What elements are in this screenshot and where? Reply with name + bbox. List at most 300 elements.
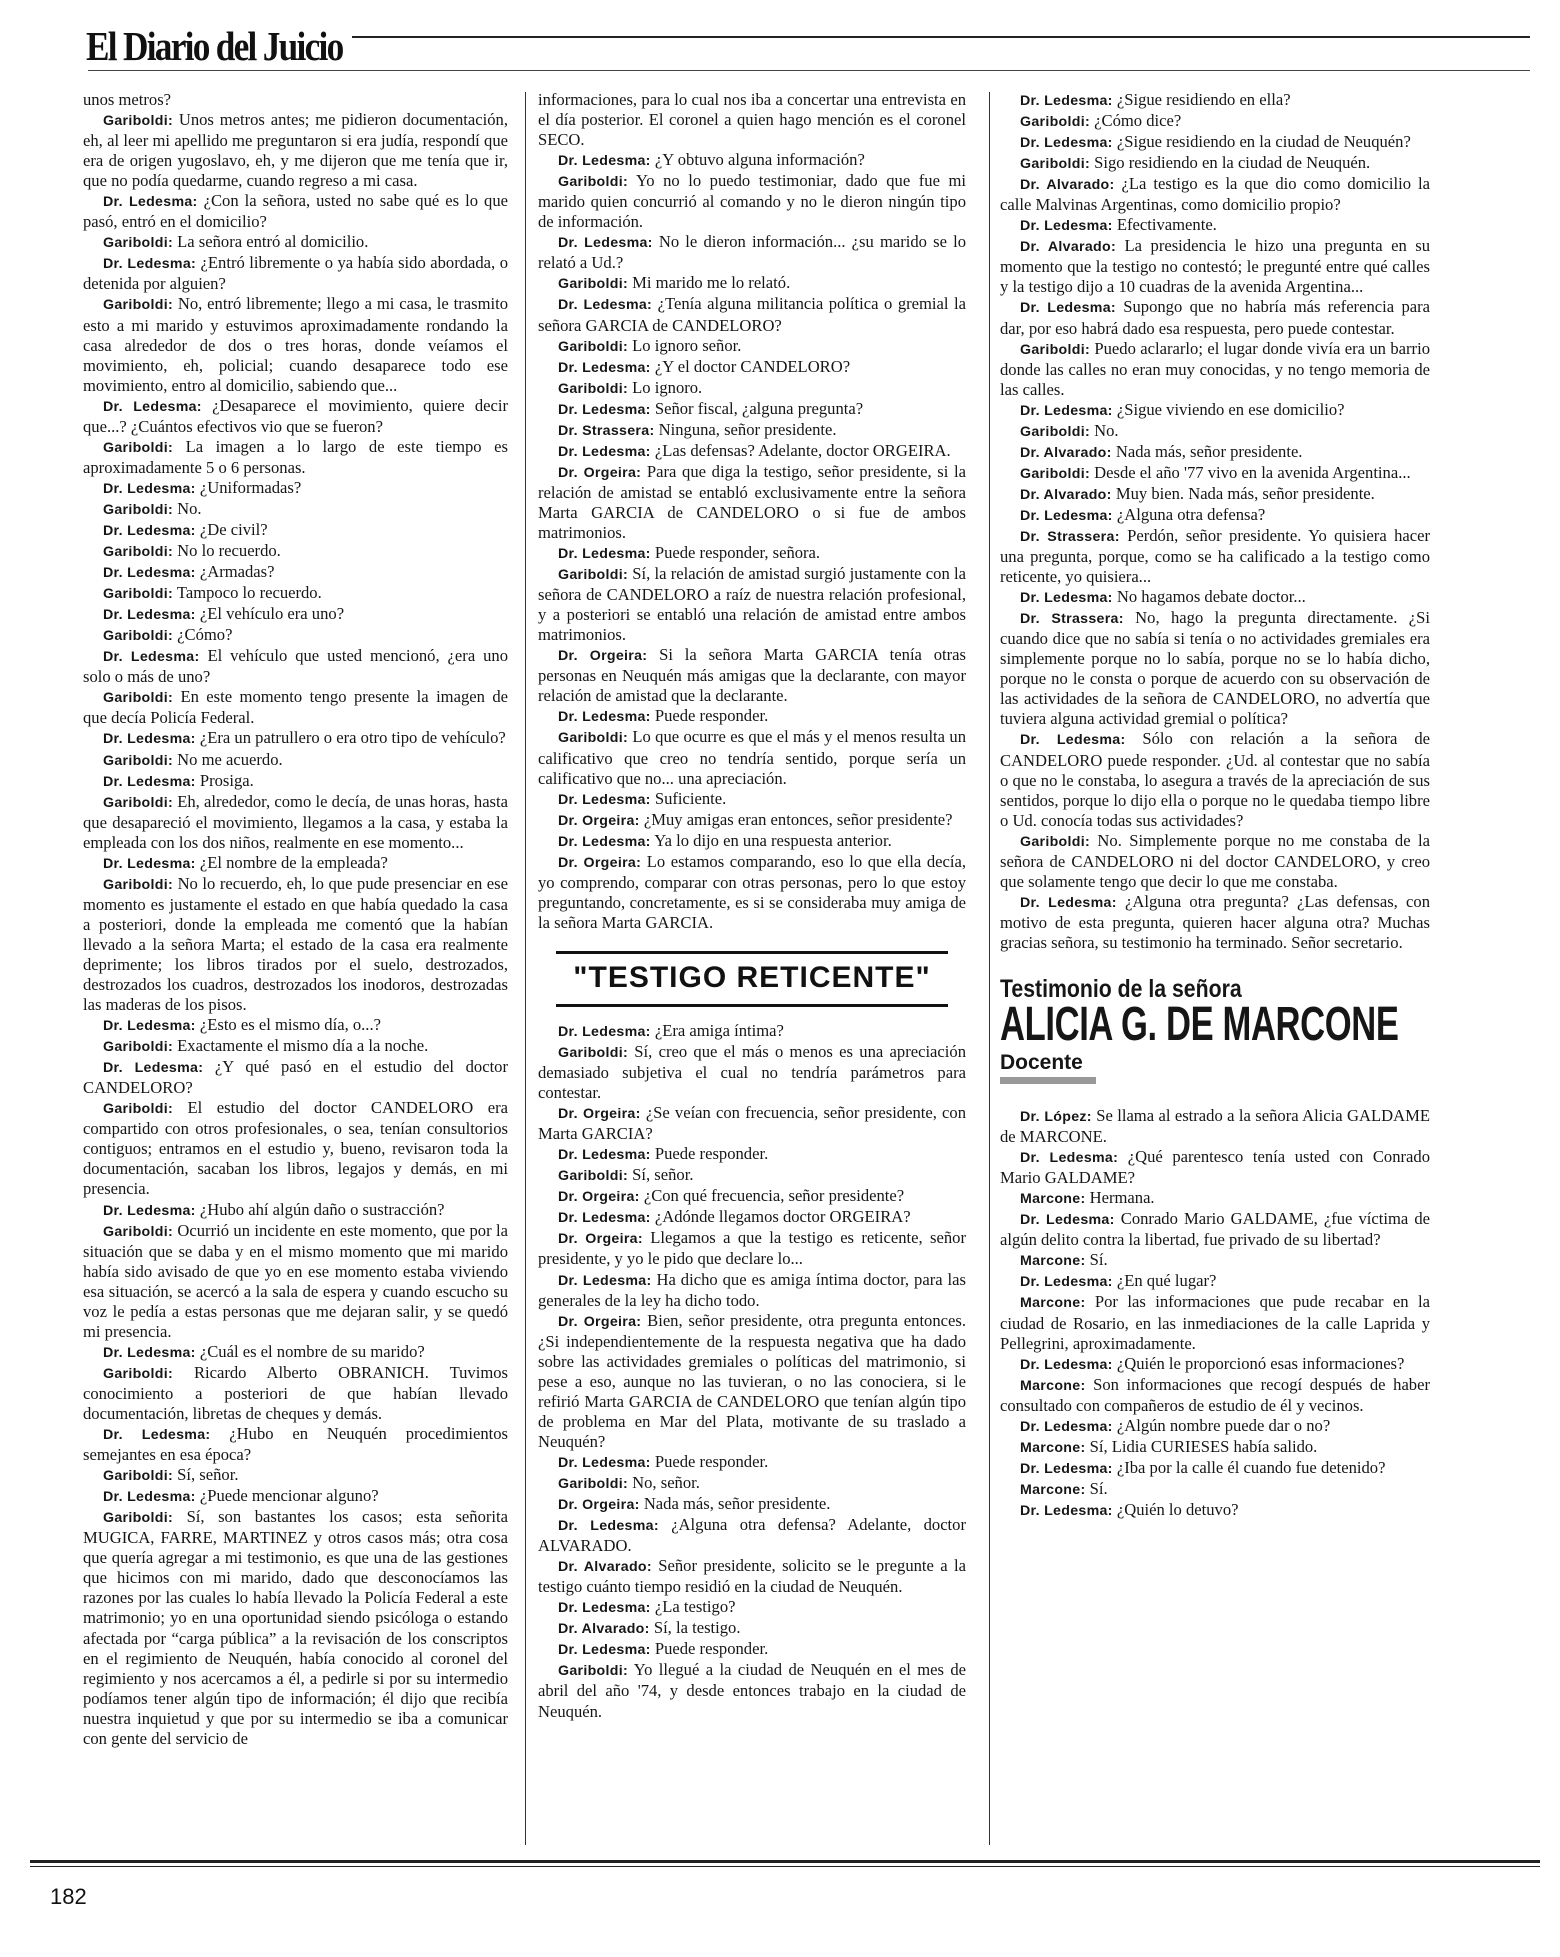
speaker-label: Dr. Ledesma: [558,1272,652,1289]
dialogue-paragraph [1000,111,1430,132]
dialogue-paragraph [1000,526,1430,587]
dialogue-text: No lo recuerdo. [177,541,281,561]
speaker-label: Dr. Ledesma: [558,709,651,726]
transcript-block [538,1021,966,1722]
dialogue-text: Exactamente el mismo día a la noche. [177,1036,429,1056]
dialogue-text: Puede responder. [654,1144,769,1164]
speaker-label: Gariboldi: [558,730,628,747]
dialogue-paragraph [1000,1437,1430,1458]
speaker-label: Dr. Ledesma: [558,1147,651,1164]
dialogue-paragraph [83,1424,508,1465]
dialogue-paragraph [538,171,966,232]
box-rule-top [556,951,948,954]
dialogue-paragraph [83,646,508,687]
dialogue-paragraph [83,520,508,541]
dialogue-text: ¿Con la señora, usted no sabe qué es lo que pasó, entró en el domicilio? [83,191,509,232]
dialogue-text: ¿La testigo es la que dio como domicilio la calle Malvinas Argentinas, como domicilio propio? [1000,174,1430,215]
dialogue-paragraph [1000,1209,1430,1250]
dialogue-paragraph [83,728,508,749]
speaker-label: Dr. Ledesma: [558,546,651,563]
dialogue-text: Sí, Lidia CURIESES había salido. [1089,1436,1318,1456]
dialogue-paragraph [538,1452,966,1473]
speaker-label: Gariboldi: [103,1365,173,1382]
dialogue-text: Puede responder. [654,706,769,726]
speaker-label: Gariboldi: [103,752,173,769]
speaker-label: Dr. Alvarado: [1020,239,1117,256]
speaker-label: Gariboldi: [103,794,173,811]
dialogue-text: Desde el año '77 vivo en la avenida Argentina... [1094,462,1411,482]
masthead: El Diario del Juicio [86,23,343,69]
dialogue-text: En este momento tengo presente la imagen de que decía Policía Federal. [83,687,508,728]
dialogue-text: Ninguna, señor presidente. [658,419,837,439]
box-title: "TESTIGO RETICENTE" [573,960,931,994]
dialogue-paragraph [1000,831,1430,892]
dialogue-paragraph [83,478,508,499]
speaker-label: Gariboldi: [103,235,173,252]
speaker-label: Gariboldi: [103,1039,173,1056]
dialogue-paragraph [538,1228,966,1269]
dialogue-paragraph [538,232,966,273]
dialogue-paragraph [538,1597,966,1618]
speaker-label: Dr. Strassera: [1020,528,1120,545]
dialogue-text: ¿En qué lugar? [1116,1271,1217,1291]
dialogue-text: Sí, creo que el más o menos es una apreciación demasiado subjetiva el cual no tendría parámetros para contestar. [538,1042,966,1103]
speaker-label: Dr. Ledesma: [558,443,651,460]
dialogue-paragraph [538,1311,966,1452]
dialogue-paragraph [538,1144,966,1165]
dialogue-text: ¿Era un patrullero o era otro tipo de vehículo? [199,728,506,748]
dialogue-text: ¿Las defensas? Adelante, doctor ORGEIRA. [654,440,951,460]
dialogue-paragraph [538,1165,966,1186]
dialogue-paragraph [538,1639,966,1660]
dialogue-paragraph [1000,297,1430,338]
dialogue-text: ¿Muy amigas eran entonces, señor presidente? [643,809,953,829]
dialogue-text: ¿Alguna otra defensa? [1116,504,1266,524]
dialogue-text: No. [1094,420,1119,440]
dialogue-paragraph [538,645,966,706]
dialogue-paragraph [1000,400,1430,421]
dialogue-text: ¿La testigo? [654,1597,736,1617]
witness-name: ALICIA G. DE MARCONE [1000,998,1399,1052]
dialogue-text: Sí. [1089,1478,1108,1498]
dialogue-text: Perdón, señor presidente. Yo quisiera hacer una pregunta, porque, como se ha calificado a la testigo como reticente, yo quisiera... [1000,525,1430,587]
speaker-label: Dr. Ledesma: [1020,1150,1119,1167]
dialogue-text: ¿Armadas? [199,562,275,582]
dialogue-paragraph [538,1618,966,1639]
speaker-label: Marcone: [1020,1253,1086,1270]
dialogue-paragraph [538,1515,966,1556]
speaker-label: Gariboldi: [103,1223,173,1240]
speaker-label: Dr. Ledesma: [103,731,196,748]
dialogue-text: Ha dicho que es amiga íntima doctor, para las generales de la ley ha dicho todo. [538,1269,966,1310]
speaker-label: Gariboldi: [558,567,628,584]
dialogue-text: Por las informaciones que pude recabar en la ciudad de Rosario, en las inmediaciones de la calle Laprida y Pellegrini, aproximadamente. [1000,1292,1430,1353]
dialogue-paragraph [1000,1292,1430,1353]
transcript-block [1000,90,1430,953]
transcript-block [1000,1106,1430,1521]
dialogue-paragraph [1000,132,1430,153]
dialogue-text: ¿Esto es el mismo día, o...? [199,1015,381,1035]
speaker-label: Dr. Ledesma: [103,522,196,539]
dialogue-paragraph [538,420,966,441]
speaker-label: Dr. Ledesma: [558,235,653,252]
dialogue-paragraph [1000,1479,1430,1500]
dialogue-paragraph [1000,1500,1430,1521]
transcript-block [538,90,966,933]
transcript-block [83,90,508,1749]
speaker-label: Marcone: [1020,1295,1086,1312]
speaker-label: Dr. Alvarado: [1020,486,1112,503]
dialogue-text: No lo recuerdo, eh, lo que pude presenciar en ese momento es justamente el estado en que había quedado la casa a posteriori, donde la empleada me comentó que la habían llevado a la señora Marta; el estado de la casa era realmente deprimente; los libros tirados por el suelo, destrozados, destrozados los cuadros, destrozados los inodoros, destrozadas las maderas de los pisos. [83,873,508,1015]
dialogue-paragraph [1000,90,1430,111]
dialogue-text: informaciones, para lo cual nos iba a concertar una entrevista en el día posterior. El coronel a quien hago mención es el coronel SECO. [538,90,966,150]
speaker-label: Dr. Ledesma: [558,791,651,808]
dialogue-paragraph [83,396,508,437]
speaker-label: Gariboldi: [103,501,173,518]
dialogue-paragraph [1000,1354,1430,1375]
dialogue-paragraph [1000,463,1430,484]
dialogue-paragraph [83,687,508,728]
dialogue-paragraph [538,294,966,335]
dialogue-text: Efectivamente. [1116,215,1217,235]
dialogue-paragraph [538,150,966,171]
speaker-label: Dr. Ledesma: [558,153,651,170]
dialogue-text: La señora entró al domicilio. [177,232,369,252]
speaker-label: Gariboldi: [103,1510,173,1527]
speaker-label: Dr. Ledesma: [1020,1502,1113,1519]
speaker-label: Dr. Ledesma: [558,1518,659,1535]
dialogue-text: El estudio del doctor CANDELORO era compartido con otros profesionales, o sea, tenían consultorios contiguos; entramos en el estudio y, bueno, revisaron toda la documentación, sacaban los libros, legajos y demás, en mi presencia. [83,1098,508,1199]
dialogue-text: Conrado Mario GALDAME, ¿fue víctima de algún delito contra la libertad, fue privado de su libertad? [1000,1209,1431,1250]
dialogue-paragraph [538,90,966,150]
testimony-subtitle: Testimonio de la señora [1000,974,1242,1003]
section-box [538,951,966,1007]
dialogue-paragraph [538,789,966,810]
speaker-label: Dr. Alvarado: [1020,444,1112,461]
dialogue-text: Lo estamos comparando, eso lo que ella decía, yo comprendo, comparar con otras personas, pero lo que estoy preguntando, concretamente, es si se consideraba muy amiga de la señora Marta GARCIA. [538,851,966,932]
dialogue-paragraph [538,462,966,543]
speaker-label: Dr. Ledesma: [103,256,197,273]
speaker-label: Marcone: [1020,1481,1086,1498]
dialogue-paragraph [538,543,966,564]
dialogue-text: ¿Era amiga íntima? [654,1020,784,1040]
dialogue-paragraph [1000,1188,1430,1209]
speaker-label: Gariboldi: [103,297,173,314]
dialogue-text: ¿Se veían con frecuencia, señor presidente, con Marta GARCIA? [538,1103,966,1144]
dialogue-text: ¿Cómo dice? [1094,111,1182,131]
dialogue-paragraph [538,727,966,788]
dialogue-paragraph [538,357,966,378]
dialogue-paragraph [1000,608,1430,729]
speaker-label: Dr. Ledesma: [558,401,651,418]
dialogue-text: ¿Hubo ahí algún daño o sustracción? [199,1199,445,1219]
dialogue-text: La presidencia le hizo una pregunta en su momento que la testigo no contestó; le pregunté entre qué calles y la testigo dijo a 10 cuadras de la avenida Argentina... [1000,236,1430,297]
speaker-label: Dr. Ledesma: [558,1600,651,1617]
dialogue-text: Llegamos a que la testigo es reticente, señor presidente, y yo le pido que declare lo... [538,1228,966,1269]
dialogue-paragraph [83,853,508,874]
speaker-label: Dr. Orgeira: [558,1313,642,1330]
dialogue-text: Puede responder. [654,1639,769,1659]
dialogue-text: ¿Uniformadas? [199,477,302,497]
dialogue-paragraph [83,1200,508,1221]
dialogue-text: ¿Alguna otra defensa? Adelante, doctor ALVARADO. [538,1515,966,1556]
dialogue-paragraph [83,1363,508,1424]
speaker-label: Dr. Orgeira: [558,1497,640,1514]
dialogue-text: ¿Entró libremente o ya había sido abordada, o detenida por alguien? [83,253,508,294]
speaker-label: Gariboldi: [558,1663,628,1680]
speaker-label: Dr. Orgeira: [558,854,642,871]
dialogue-text: Señor presidente, solicito se le pregunte a la testigo cuánto tiempo residió en la ciudad de Neuquén. [538,1556,966,1597]
dialogue-text: Sí, señor. [632,1165,694,1185]
dialogue-paragraph [538,1103,966,1144]
speaker-label: Dr. Ledesma: [558,833,651,850]
heading-bar [1000,1077,1096,1084]
speaker-label: Dr. Ledesma: [558,1642,651,1659]
dialogue-paragraph [83,1221,508,1342]
dialogue-text: Sólo con relación a la señora de CANDELORO puede responder. ¿Ud. al contestar que no sabía o que no le constaba, lo asegura a través de la apreciación de sus sentidos, porque lo dijo ella o porque no le quedaba tiempo libre o Ud. conocía todas sus actividades? [1000,729,1431,830]
header-rule-thin [88,70,1530,71]
speaker-label: Marcone: [1020,1439,1086,1456]
dialogue-paragraph [538,852,966,933]
dialogue-text: Se llama al estrado a la señora Alicia GALDAME de MARCONE. [1000,1106,1430,1147]
dialogue-paragraph [1000,505,1430,526]
dialogue-text: Para que diga la testigo, señor presidente, si la relación de amistad se entabló exclusivamente entre la señora Marta GARCIA de CANDELORO o si fue de ambos matrimonios. [538,461,966,542]
speaker-label: Dr. Ledesma: [558,1023,651,1040]
dialogue-paragraph [538,1042,966,1103]
speaker-label: Dr. Strassera: [1020,611,1124,628]
dialogue-text: ¿Sigue residiendo en ella? [1116,90,1291,109]
dialogue-paragraph [538,1207,966,1228]
dialogue-paragraph [538,564,966,645]
dialogue-text: ¿De civil? [199,519,268,539]
header-rule [352,36,1530,38]
dialogue-paragraph [83,90,508,110]
dialogue-text: Puede responder, señora. [654,543,821,563]
speaker-label: Dr. Ledesma: [103,1060,204,1077]
dialogue-paragraph [83,499,508,520]
speaker-label: Gariboldi: [1020,341,1090,358]
dialogue-paragraph [83,253,508,294]
dialogue-paragraph [538,1021,966,1042]
speaker-label: Gariboldi: [103,586,173,603]
dialogue-paragraph [538,399,966,420]
dialogue-paragraph [1000,1106,1430,1147]
speaker-label: Gariboldi: [103,113,173,130]
dialogue-text: Sí, señor. [177,1465,239,1485]
speaker-label: Dr. Ledesma: [558,1454,651,1471]
speaker-label: Gariboldi: [103,1101,173,1118]
dialogue-text: No, entró libremente; llego a mi casa, le trasmito esto a mi marido y estuvimos aproximadamente rondando la casa alrededor de dos o tres horas, donde veíamos el movimiento, eh, policial; cuando desaparece todo ese movimiento, entro al domicilio, sabiendo que... [83,294,508,395]
box-rule-bottom [556,1004,948,1007]
speaker-label: Gariboldi: [558,1168,628,1185]
speaker-label: Gariboldi: [103,876,173,893]
dialogue-text: unos metros? [83,90,172,109]
dialogue-text: Puedo aclararlo; el lugar donde vivía era un barrio donde las calles no eran muy conocidas, y no tengo memoria de las calles. [1000,338,1430,399]
dialogue-text: ¿El vehículo era uno? [199,604,345,624]
column-3 [1000,90,1430,1521]
dialogue-paragraph [538,378,966,399]
dialogue-paragraph [1000,421,1430,442]
speaker-label: Dr. Ledesma: [1020,732,1126,749]
dialogue-text: Nada más, señor presidente. [643,1494,831,1514]
speaker-label: Dr. Ledesma: [103,1489,196,1506]
dialogue-paragraph [83,562,508,583]
speaker-label: Dr. Ledesma: [103,649,200,666]
dialogue-paragraph [83,1098,508,1199]
dialogue-paragraph [538,441,966,462]
dialogue-text: ¿Sigue viviendo en ese domicilio? [1116,399,1345,419]
speaker-label: Dr. Ledesma: [1020,218,1113,235]
speaker-label: Dr. Ledesma: [1020,1212,1115,1229]
dialogue-text: ¿Quién lo detuvo? [1116,1499,1239,1519]
dialogue-text: Yo no lo puedo testimoniar, dado que fue mi marido quien concurrió al comando y no le dieron ningún tipo de información. [538,171,966,232]
dialogue-text: Sí, la testigo. [653,1618,741,1638]
dialogue-text: La imagen a lo largo de este tiempo es aproximadamente 5 o 6 personas. [83,436,509,477]
speaker-label: Dr. Ledesma: [1020,135,1113,152]
speaker-label: Dr. Ledesma: [103,607,196,624]
dialogue-paragraph [1000,484,1430,505]
speaker-label: Dr. Ledesma: [103,398,202,415]
dialogue-text: Eh, alrededor, como le decía, de unas horas, hasta que desapareció el movimiento, llegamos a la casa, y estaba la empleada con los dos niños, realmente en ese momento... [83,791,508,852]
dialogue-paragraph [538,1270,966,1311]
dialogue-text: ¿Quién le proporcionó esas informaciones? [1116,1353,1405,1373]
speaker-label: Gariboldi: [558,1045,628,1062]
dialogue-paragraph [83,437,508,478]
dialogue-text: ¿Sigue residiendo en la ciudad de Neuquén? [1116,132,1411,152]
dialogue-paragraph [83,625,508,646]
speaker-label: Dr. Orgeira: [558,1106,641,1123]
speaker-label: Marcone: [1020,1377,1086,1394]
page-number: 182 [50,1884,87,1909]
dialogue-text: No le dieron información... ¿su marido se lo relató a Ud.? [538,232,966,273]
dialogue-text: Tampoco lo recuerdo. [176,583,322,603]
dialogue-paragraph [1000,174,1430,215]
speaker-label: Dr. Ledesma: [1020,1418,1113,1435]
dialogue-paragraph [83,1342,508,1363]
speaker-label: Dr. Ledesma: [103,194,198,211]
dialogue-text: ¿Algún nombre puede dar o no? [1116,1415,1331,1435]
dialogue-text: Supongo que no habría más referencia para dar, por eso habrá dado esa respuesta, pero puede contestar. [1000,297,1430,338]
dialogue-paragraph [538,810,966,831]
dialogue-text: Lo ignoro. [632,377,703,397]
speaker-label: Dr. Ledesma: [1020,507,1113,524]
dialogue-paragraph [1000,1147,1430,1188]
dialogue-paragraph [83,1465,508,1486]
column-divider [989,92,990,1845]
dialogue-paragraph [538,706,966,727]
dialogue-paragraph [1000,1458,1430,1479]
speaker-label: Gariboldi: [558,174,628,191]
dialogue-paragraph [1000,339,1430,400]
dialogue-text: Prosiga. [199,770,254,790]
dialogue-paragraph [83,771,508,792]
dialogue-paragraph [83,583,508,604]
dialogue-paragraph [538,1494,966,1515]
dialogue-paragraph [1000,729,1430,830]
speaker-label: Dr. Ledesma: [103,565,196,582]
dialogue-text: ¿Cuál es el nombre de su marido? [199,1341,425,1361]
dialogue-text: No me acuerdo. [177,749,283,769]
witness-role: Docente [1000,1051,1083,1075]
footer-rule [30,1860,1540,1863]
speaker-label: Gariboldi: [103,1468,173,1485]
speaker-label: Dr. Orgeira: [558,648,648,665]
dialogue-paragraph [83,1507,508,1749]
dialogue-paragraph [83,1486,508,1507]
dialogue-text: Ricardo Alberto OBRANICH. Tuvimos conocimiento a posteriori de que habían llevado documentación, libretas de cheques y demás. [83,1362,508,1423]
speaker-label: Gariboldi: [1020,114,1090,131]
dialogue-text: Son informaciones que recogí después de haber consultado con compañeros de estudio de él y vecinos. [1000,1374,1430,1415]
speaker-label: Dr. Ledesma: [1020,590,1113,607]
speaker-label: Dr. Orgeira: [558,1231,643,1248]
dialogue-text: ¿El nombre de la empleada? [199,852,388,872]
speaker-label: Dr. Ledesma: [558,297,653,314]
dialogue-text: Lo ignoro señor. [632,335,742,355]
speaker-label: Dr. Orgeira: [558,1189,640,1206]
dialogue-text: ¿Tenía alguna militancia política o gremial la señora GARCIA de CANDELORO? [538,294,967,335]
dialogue-text: ¿Alguna otra pregunta? ¿Las defensas, con motivo de esta pregunta, quieren hacer alguna otra? Muchas gracias señora, su testimonio ha terminado. Señor secretario. [1000,891,1430,952]
dialogue-text: Si la señora Marta GARCIA tenía otras personas en Neuquén más amigas que la declarante, con mayor relación de amistad que la declarante. [538,645,966,706]
dialogue-text: Sigo residiendo en la ciudad de Neuquén. [1094,153,1371,173]
column-1 [83,90,508,1749]
dialogue-paragraph [83,232,508,253]
dialogue-text: ¿Y qué pasó en el estudio del doctor CANDELORO? [83,1057,508,1098]
speaker-label: Gariboldi: [1020,833,1090,850]
dialogue-text: Mi marido me lo relató. [632,273,791,293]
dialogue-paragraph [1000,442,1430,463]
dialogue-text: No. Simplemente porque no me constaba de la señora de CANDELORO ni del doctor CANDELORO, y creo que solamente tengo que decir lo que me constaba. [1000,830,1430,891]
dialogue-text: Ya lo dijo en una respuesta anterior. [654,830,892,850]
speaker-label: Dr. Ledesma: [1020,1274,1113,1291]
speaker-label: Dr. Orgeira: [558,812,640,829]
speaker-label: Dr. Ledesma: [103,1018,196,1035]
speaker-label: Dr. Ledesma: [1020,894,1117,911]
dialogue-text: Muy bien. Nada más, señor presidente. [1115,483,1375,503]
speaker-label: Gariboldi: [103,544,173,561]
dialogue-paragraph [538,1556,966,1597]
dialogue-text: No hagamos debate doctor... [1116,587,1306,607]
dialogue-paragraph [1000,892,1430,953]
column-2 [538,90,966,1722]
testimony-heading [1000,974,1430,1084]
speaker-label: Dr. Ledesma: [558,359,651,376]
dialogue-text: ¿Qué parentesco tenía usted con Conrado Mario GALDAME? [1000,1147,1430,1188]
dialogue-paragraph [538,1660,966,1721]
dialogue-paragraph [1000,1416,1430,1437]
dialogue-paragraph [538,1473,966,1494]
speaker-label: Dr. Ledesma: [558,1210,651,1227]
dialogue-paragraph [1000,1271,1430,1292]
speaker-label: Gariboldi: [558,276,628,293]
speaker-label: Gariboldi: [558,1476,628,1492]
dialogue-text: Unos metros antes; me pidieron documentación, eh, al leer mi apellido me preguntaron si era judía, respondí que era de origen yugoslavo, eh, y me dijeron que me tenía que ir, que no podía quedarme, cuando regreso a mi casa. [83,110,509,191]
speaker-label: Dr. Ledesma: [103,1202,196,1219]
dialogue-text: Sí, son bastantes los casos; esta señorita MUGICA, FARRE, MARTINEZ y otros casos más; otra cosa que quería agregar a mi testimonio, es que una de las gestiones que hicimos con mi marido, dado que desconocíamos las razones por las cuales lo había llevado la Policía Federal a este matrimonio; yo en una oportunidad siendo psicóloga o estando afectada por “carga pública” a la revisación de los conscriptos en el regimiento de Neuquén, había conocido al coronel del regimiento y nos acercamos a él, a pedirle si por su intermedio podíamos tener algún tipo de información; él dijo que recibía nuestra inquietud y que por su intermedio se iba a comunicar con gente del servicio de [83,1507,508,1748]
dialogue-text: ¿Hubo en Neuquén procedimientos semejantes en esa época? [83,1424,508,1465]
speaker-label: Dr. Ledesma: [103,773,196,790]
dialogue-paragraph [83,792,508,853]
dialogue-text: ¿Y obtuvo alguna información? [654,150,865,170]
dialogue-text: ¿Iba por la calle él cuando fue detenido? [1116,1457,1386,1477]
dialogue-paragraph [1000,153,1430,174]
speaker-label: Gariboldi: [1020,423,1090,440]
dialogue-paragraph [83,1015,508,1036]
dialogue-text: ¿Con qué frecuencia, señor presidente? [643,1186,905,1206]
speaker-label: Dr. López: [1020,1109,1092,1126]
speaker-label: Dr. Strassera: [558,422,655,439]
dialogue-paragraph [83,1036,508,1057]
column-divider [525,92,526,1845]
